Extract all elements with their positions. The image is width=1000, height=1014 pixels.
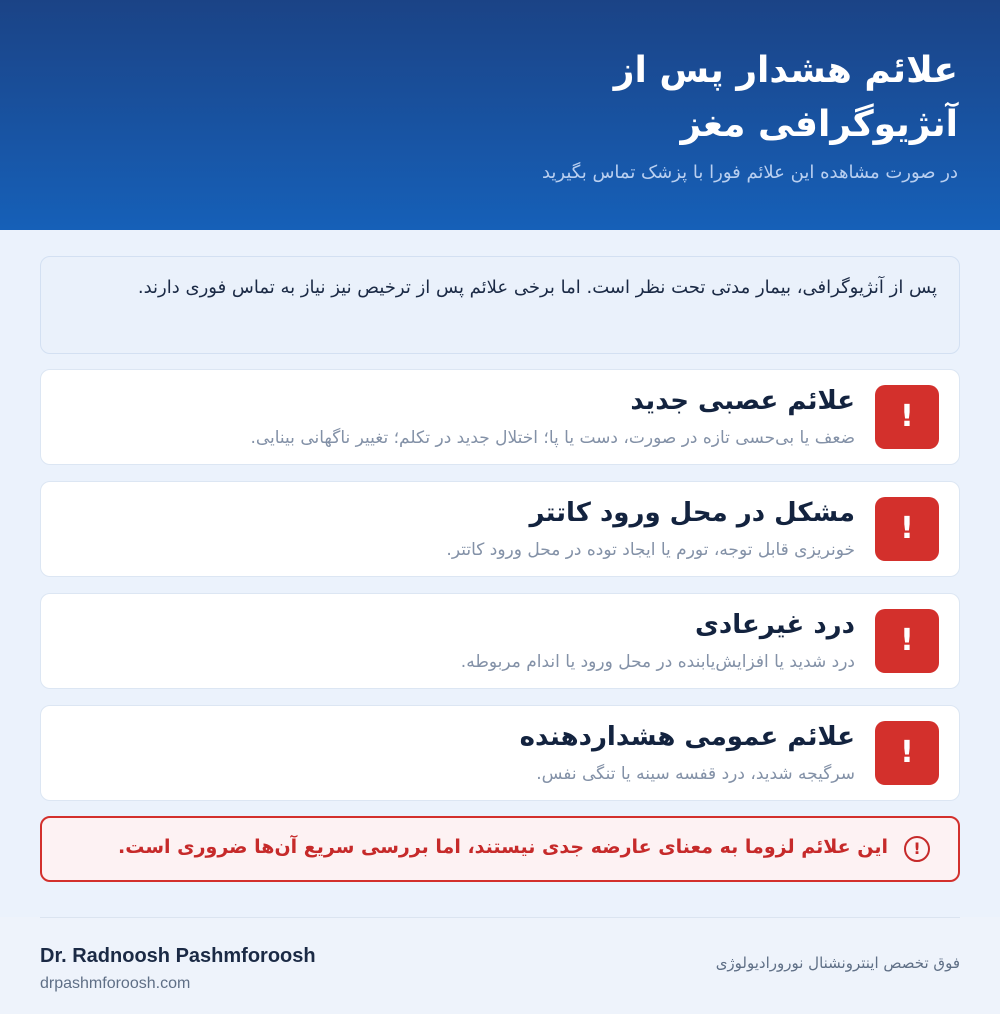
exclamation-icon: ! xyxy=(875,385,939,449)
warning-card-neurological xyxy=(40,369,960,465)
card-title: علائم عمومی هشداردهنده xyxy=(519,722,855,752)
page-subtitle: در صورت مشاهده این علائم فورا با پزشک تماس بگیرید xyxy=(541,162,958,183)
card-description: ضعف یا بی‌حسی تازه در صورت، دست یا پا؛ اختلال جدید در تکلم؛ تغییر ناگهانی بینایی. xyxy=(250,428,855,448)
doctor-specialty: فوق تخصص اینترونشنال نورورادیولوژی xyxy=(715,954,960,972)
exclamation-icon: ! xyxy=(875,721,939,785)
exclamation-icon: ! xyxy=(875,609,939,673)
footer-divider xyxy=(40,917,960,918)
card-description: سرگیجه شدید، درد قفسه سینه یا تنگی نفس. xyxy=(536,764,855,784)
card-title: درد غیرعادی xyxy=(695,610,855,640)
warning-card-catheter-site xyxy=(40,481,960,577)
warning-card-general xyxy=(40,705,960,801)
page-footer xyxy=(0,917,1000,1014)
card-description: خونریزی قابل توجه، تورم یا ایجاد توده در محل ورود کاتتر. xyxy=(446,540,855,560)
page-title: علائم هشدار پس از آنژیوگرافی مغز xyxy=(613,50,958,145)
card-title: مشکل در محل ورود کاتتر xyxy=(529,498,855,528)
notice-text: این علائم لزوما به معنای عارضه جدی نیستند، اما بررسی سریع آن‌ها ضروری است. xyxy=(118,836,888,858)
intro-text: پس از آنژیوگرافی، بیمار مدتی تحت نظر است. اما برخی علائم پس از ترخیص نیز نیاز به تماس فوری دارند. xyxy=(137,277,937,298)
important-notice xyxy=(40,816,960,882)
page-header xyxy=(0,0,1000,230)
intro-box xyxy=(40,256,960,354)
warning-card-pain xyxy=(40,593,960,689)
website-text: drpashmforoosh.com xyxy=(40,975,191,992)
exclamation-icon: ! xyxy=(875,497,939,561)
card-description: درد شدید یا افزایش‌یابنده در محل ورود یا اندام مربوطه. xyxy=(460,652,855,672)
exclamation-circle-icon: ! xyxy=(904,836,930,862)
doctor-name: Dr. Radnoosh Pashmforoosh xyxy=(40,945,316,967)
card-title: علائم عصبی جدید xyxy=(630,386,855,416)
